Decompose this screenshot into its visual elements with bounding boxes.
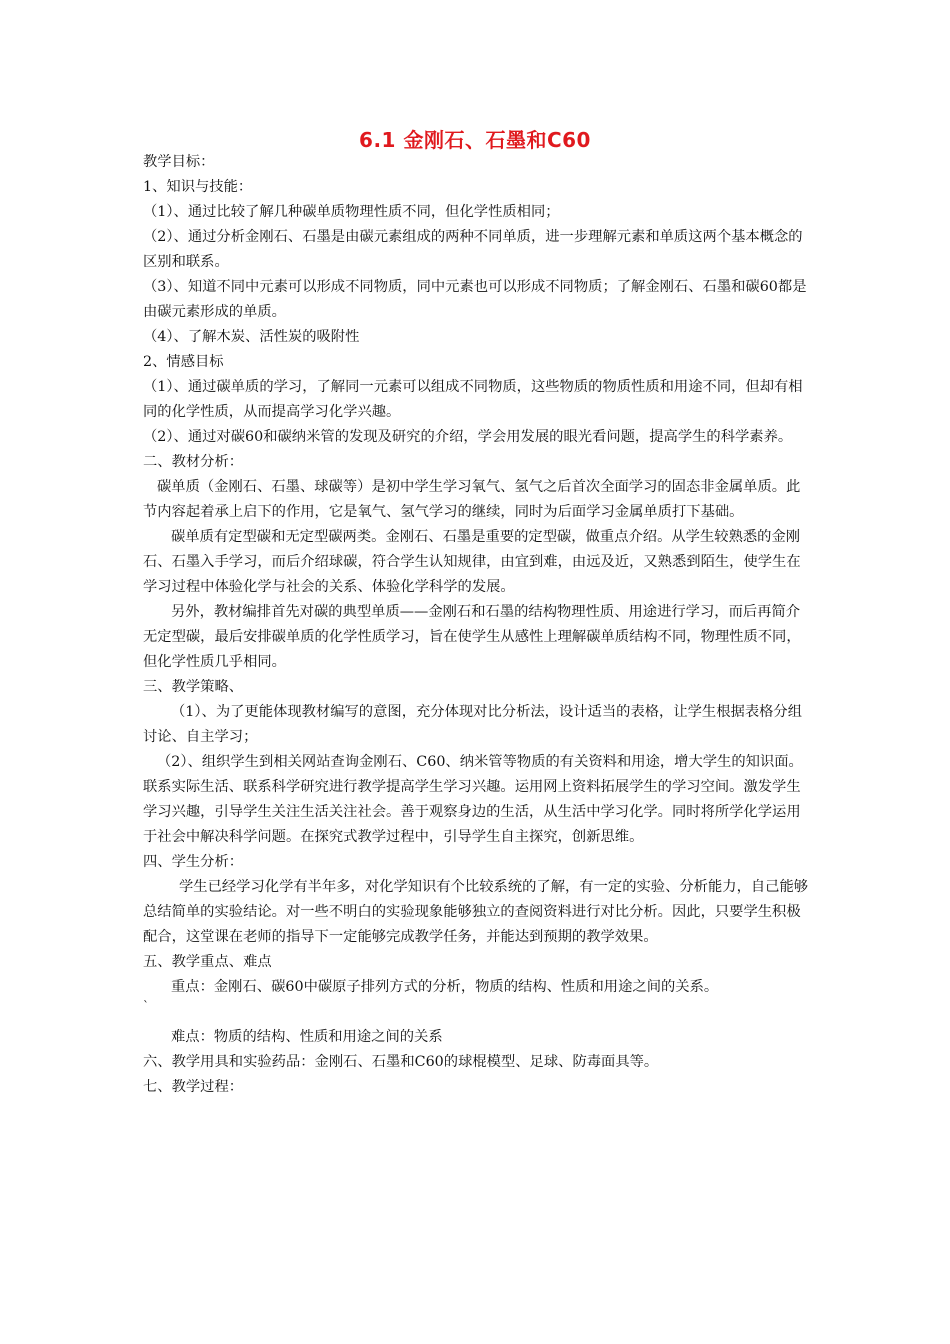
heading-key-points: 五、教学重点、难点 [143, 954, 272, 970]
heading-teaching-strategy: 三、教学策略、 [143, 679, 244, 695]
key-point-text: 重点：金刚石、碳60中碳原子排列方式的分析，物质的结构、性质和用途之间的关系。 [171, 979, 719, 995]
objective-item-4: （4）、了解木炭、活性炭的吸附性 [143, 329, 360, 345]
objective-item-2: （2）、通过分析金刚石、石墨是由碳元素组成的两种不同单质，进一步理解元素和单质这两个基本概念的区别和联系。 [143, 229, 803, 270]
emotional-goal-2: （2）、通过对碳60和碳纳米管的发现及研究的介绍，学会用发展的眼光看问题，提高学生的科学素养。 [143, 429, 793, 445]
textbook-analysis-paragraph-1: 碳单质（金刚石、石墨、球碳等）是初中学生学习氧气、氢气之后首次全面学习的固态非金属单质。此节内容起着承上启下的作用，它是氧气、氢气学习的继续，同时为后面学习金属单质打下基础。 [143, 479, 801, 520]
heading-emotional-goals: 2、情感目标 [143, 354, 224, 370]
student-analysis-paragraph: 学生已经学习化学有半年多，对化学知识有个比较系统的了解，有一定的实验、分析能力，自己能够总结简单的实验结论。对一些不明白的实验现象能够独立的查阅资料进行对比分析。因此，只要学生积极配合，这堂课在老师的指导下一定能够完成教学任务，并能达到预期的教学效果。 [143, 879, 809, 945]
strategy-item-2: （2）、组织学生到相关网站查询金刚石、C60、纳米管等物质的有关资料和用途，增大学生的知识面。联系实际生活、联系科学研究进行教学提高学生学习兴趣。运用网上资料拓展学生的学习空间。激发学生学习兴趣，引导学生关注生活关注社会。善于观察身边的生活，从生活中学习化学。同时将所学化学运用于社会中解决科学问题。在探究式教学过程中，引导学生自主探究，创新思维。 [143, 754, 803, 845]
heading-student-analysis: 四、学生分析： [143, 854, 244, 870]
textbook-analysis-paragraph-2: 碳单质有定型碳和无定型碳两类。金刚石、石墨是重要的定型碳，做重点介绍。从学生较熟悉的金刚石、石墨入手学习，而后介绍球碳，符合学生认知规律，由宜到难，由远及近，又熟悉到陌生，使学生在学习过程中体验化学与社会的关系、体验化学科学的发展。 [143, 529, 801, 595]
heading-knowledge-skills: 1、知识与技能： [143, 179, 253, 195]
document-body [143, 150, 813, 1100]
stray-mark: ` [143, 999, 149, 1013]
objective-item-3: （3）、知道不同中元素可以形成不同物质，同中元素也可以形成不同物质；了解金刚石、石墨和碳60都是由碳元素形成的单质。 [143, 279, 807, 320]
heading-teaching-objectives: 教学目标： [143, 154, 215, 170]
difficult-point-text: 难点：物质的结构、性质和用途之间的关系 [171, 1029, 443, 1045]
heading-textbook-analysis: 二、教材分析： [143, 454, 244, 470]
document-title: 6.1 金刚石、石墨和C60 [359, 128, 591, 152]
heading-teaching-tools: 六、教学用具和实验药品：金刚石、石墨和C60的球棍模型、足球、防毒面具等。 [143, 1054, 659, 1070]
objective-item-1: （1）、通过比较了解几种碳单质物理性质不同，但化学性质相同； [143, 204, 560, 220]
emotional-goal-1: （1）、通过碳单质的学习，了解同一元素可以组成不同物质，这些物质的物质性质和用途不同，但却有相同的化学性质，从而提高学习化学兴趣。 [143, 379, 803, 420]
heading-teaching-process: 七、教学过程： [143, 1079, 244, 1095]
strategy-item-1: （1）、为了更能体现教材编写的意图，充分体现对比分析法，设计适当的表格，让学生根据表格分组讨论、自主学习； [143, 704, 803, 745]
textbook-analysis-paragraph-3: 另外，教材编排首先对碳的典型单质——金刚石和石墨的结构物理性质、用途进行学习，而后再简介无定型碳，最后安排碳单质的化学性质学习，旨在使学生从感性上理解碳单质结构不同，物理性质不同，但化学性质几乎相同。 [143, 604, 801, 670]
